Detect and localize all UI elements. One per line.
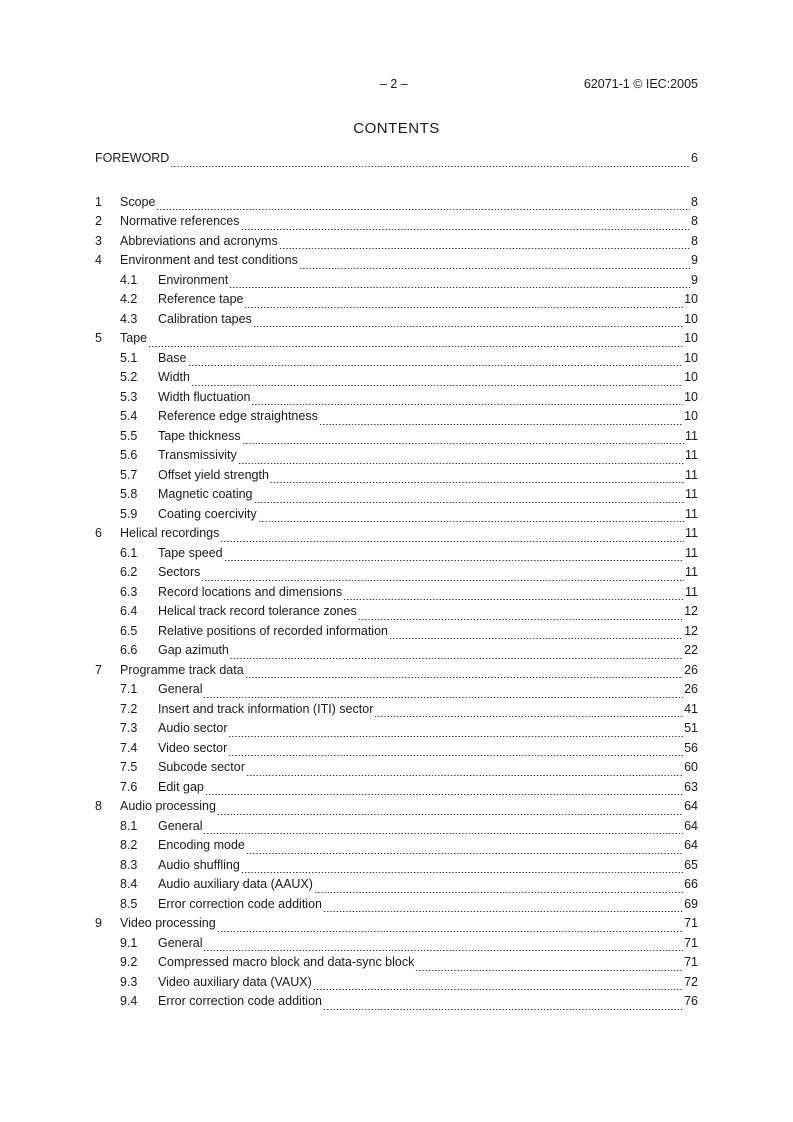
- toc-entry-number: 6.3: [120, 584, 138, 599]
- toc-entry-page: 64: [684, 838, 698, 852]
- toc-entry-number: 4.1: [120, 272, 138, 287]
- toc-entry[interactable]: [95, 897, 698, 917]
- toc-entry[interactable]: [95, 292, 698, 312]
- toc-entry-number: 4.2: [120, 292, 138, 306]
- dot-leader: [203, 697, 683, 698]
- toc-entry-number: 3: [95, 233, 102, 248]
- dot-leader: [251, 404, 683, 405]
- dot-leader: [258, 521, 684, 522]
- toc-entry-title: Helical track record tolerance zones: [158, 604, 357, 618]
- dot-leader: [205, 794, 683, 795]
- toc-entry[interactable]: [95, 331, 698, 351]
- dot-leader: [241, 872, 683, 873]
- toc-entry[interactable]: [95, 955, 698, 975]
- toc-entry-page: 11: [685, 584, 698, 599]
- dot-leader: [415, 970, 683, 971]
- toc-entry[interactable]: [95, 604, 698, 624]
- toc-entry-number: 5.4: [120, 409, 138, 423]
- dot-leader: [323, 1009, 683, 1010]
- toc-entry-page: 64: [684, 818, 698, 833]
- toc-entry-number: 7.5: [120, 760, 138, 774]
- dot-leader: [229, 287, 690, 288]
- dot-leader: [156, 209, 690, 210]
- toc-entry-number: 8.4: [120, 877, 138, 891]
- toc-entry-number: 6.2: [120, 565, 138, 579]
- toc-entry-number: 6.6: [120, 643, 138, 657]
- toc-entry-page: 11: [685, 506, 698, 521]
- toc-entry[interactable]: [95, 702, 698, 722]
- dot-leader: [228, 755, 683, 756]
- toc-entry-number: 9.3: [120, 974, 138, 989]
- toc-entry[interactable]: [95, 448, 698, 468]
- toc-entry[interactable]: [95, 151, 698, 171]
- toc-entry-title: Environment and test conditions: [120, 253, 298, 267]
- toc-entry-number: 7.6: [120, 779, 138, 794]
- dot-leader: [343, 599, 684, 600]
- toc-entry-number: 7.1: [120, 682, 138, 696]
- toc-entry-number: 7.4: [120, 740, 138, 755]
- toc-entry-title: Sectors: [158, 565, 201, 579]
- dot-leader: [170, 166, 690, 167]
- toc-entry[interactable]: [95, 468, 698, 488]
- toc-entry-title: FOREWORD: [95, 151, 170, 165]
- toc-entry-page: 66: [684, 877, 698, 891]
- toc-entry-page: 10: [684, 331, 698, 345]
- toc-entry-title: Width: [158, 370, 190, 384]
- dot-leader: [201, 580, 684, 581]
- toc-entry-page: 10: [684, 389, 698, 404]
- dot-leader: [253, 326, 683, 327]
- toc-entry-title: Encoding mode: [158, 838, 245, 852]
- toc-entry-number: 5.2: [120, 370, 138, 384]
- toc-entry-title: Tape thickness: [158, 428, 241, 443]
- dot-leader: [245, 677, 683, 678]
- toc-entry-page: 72: [684, 974, 698, 989]
- toc-entry-number: 4.3: [120, 311, 138, 326]
- toc-entry-number: 2: [95, 214, 102, 228]
- dot-leader: [217, 814, 683, 815]
- document-reference: 62071-1 © IEC:2005: [583, 77, 698, 91]
- toc-entry-page: 6: [691, 151, 698, 165]
- toc-entry-title: Insert and track information (ITI) sector: [158, 701, 374, 716]
- toc-entry-title: Relative positions of recorded information: [158, 623, 388, 638]
- toc-entry-page: 60: [684, 760, 698, 774]
- toc-entry-page: 11: [685, 545, 698, 560]
- toc-entry-page: 11: [685, 448, 698, 462]
- toc-entry-title: Edit gap: [158, 779, 204, 794]
- toc-entry[interactable]: [95, 994, 698, 1014]
- dot-leader: [313, 989, 683, 990]
- toc-entry[interactable]: [95, 877, 698, 897]
- toc-entry-title: Coating coercivity: [158, 506, 257, 521]
- dot-leader: [230, 658, 683, 659]
- toc-entry[interactable]: [95, 409, 698, 429]
- dot-leader: [217, 931, 683, 932]
- toc-entry[interactable]: [95, 507, 698, 527]
- toc-entry-page: 71: [684, 916, 698, 930]
- toc-entry[interactable]: [95, 819, 698, 839]
- toc-entry[interactable]: [95, 546, 698, 566]
- toc-entry[interactable]: [95, 214, 698, 234]
- toc-entry-title: Calibration tapes: [158, 311, 252, 326]
- toc-entry-number: 6.5: [120, 623, 138, 638]
- toc-entry-title: Base: [158, 350, 187, 365]
- toc-entry-page: 51: [684, 721, 698, 735]
- toc-entry-title: Helical recordings: [120, 526, 220, 540]
- toc-entry-number: 8.5: [120, 896, 138, 911]
- toc-entry-number: 6.1: [120, 545, 138, 560]
- toc-entry-title: Gap azimuth: [158, 643, 229, 657]
- toc-entry-number: 7: [95, 662, 102, 677]
- toc-entry-title: Reference edge straightness: [158, 409, 318, 423]
- toc-entry-number: 5.5: [120, 428, 138, 443]
- toc-entry-title: Video processing: [120, 916, 216, 930]
- toc-entry-title: Subcode sector: [158, 760, 245, 774]
- toc-entry-page: 69: [684, 896, 698, 911]
- toc-entry-page: 9: [691, 272, 698, 287]
- toc-entry-title: Normative references: [120, 214, 240, 228]
- toc-entry-number: 8.2: [120, 838, 138, 852]
- toc-entry-title: Error correction code addition: [158, 994, 322, 1008]
- toc-entry[interactable]: [95, 370, 698, 390]
- dot-leader: [299, 268, 690, 269]
- dot-leader: [358, 619, 683, 620]
- toc-entry-title: Programme track data: [120, 662, 244, 677]
- toc-entry-title: General: [158, 682, 203, 696]
- toc-entry-number: 5.7: [120, 467, 138, 482]
- dot-leader: [191, 385, 683, 386]
- page-title: CONTENTS: [353, 120, 440, 137]
- toc-entry-number: 8: [95, 799, 102, 813]
- toc-entry[interactable]: [95, 273, 698, 293]
- toc-entry[interactable]: [95, 760, 698, 780]
- toc-entry-number: 9.1: [120, 935, 138, 950]
- dot-leader: [314, 892, 683, 893]
- toc-entry-page: 12: [684, 604, 698, 618]
- toc-entry[interactable]: [95, 858, 698, 878]
- toc-entry-number: 4: [95, 253, 102, 267]
- toc-entry-title: Compressed macro block and data-sync block: [158, 955, 415, 969]
- dot-leader: [203, 833, 683, 834]
- table-of-contents: [95, 151, 698, 1014]
- toc-entry-number: 5.1: [120, 350, 138, 365]
- toc-entry-page: 11: [685, 526, 698, 540]
- dot-leader: [323, 911, 683, 912]
- toc-entry-page: 8: [691, 194, 698, 209]
- toc-entry[interactable]: [95, 624, 698, 644]
- toc-entry-page: 26: [684, 682, 698, 696]
- toc-entry-page: 76: [684, 994, 698, 1008]
- dot-leader: [254, 502, 685, 503]
- dot-leader: [224, 560, 684, 561]
- toc-entry-page: 71: [684, 935, 698, 950]
- toc-entry-title: Environment: [158, 272, 229, 287]
- toc-entry-title: Video sector: [158, 740, 228, 755]
- toc-entry-page: 8: [691, 233, 698, 248]
- dot-leader: [148, 346, 683, 347]
- toc-entry-number: 5.3: [120, 389, 138, 404]
- toc-entry[interactable]: [95, 936, 698, 956]
- toc-entry[interactable]: [95, 643, 698, 663]
- toc-entry-page: 11: [685, 487, 698, 501]
- toc-entry-number: 8.1: [120, 818, 138, 833]
- toc-entry-page: 10: [684, 370, 698, 384]
- toc-entry-title: Scope: [120, 194, 156, 209]
- toc-entry[interactable]: [95, 526, 698, 546]
- toc-entry-number: 8.3: [120, 857, 138, 872]
- toc-entry-number: 7.3: [120, 721, 138, 735]
- toc-entry-title: Reference tape: [158, 292, 244, 306]
- dot-leader: [246, 853, 683, 854]
- toc-entry-page: 65: [684, 857, 698, 872]
- toc-entry-number: 7.2: [120, 701, 138, 716]
- toc-entry[interactable]: [95, 741, 698, 761]
- toc-entry-page: 11: [685, 428, 698, 443]
- toc-entry[interactable]: [95, 916, 698, 936]
- dot-leader: [319, 424, 683, 425]
- toc-entry[interactable]: [95, 390, 698, 410]
- toc-entry[interactable]: [95, 312, 698, 332]
- toc-entry[interactable]: [95, 975, 698, 995]
- toc-entry-title: Audio auxiliary data (AAUX): [158, 877, 313, 891]
- toc-entry[interactable]: [95, 799, 698, 819]
- toc-entry-page: 71: [684, 955, 698, 969]
- toc-entry[interactable]: [95, 253, 698, 273]
- toc-entry-title: Video auxiliary data (VAUX): [158, 974, 312, 989]
- toc-entry-page: 12: [684, 623, 698, 638]
- toc-entry-title: General: [158, 935, 203, 950]
- toc-entry[interactable]: [95, 682, 698, 702]
- toc-entry-number: 9.4: [120, 994, 138, 1008]
- toc-entry[interactable]: [95, 234, 698, 254]
- toc-entry-page: 9: [691, 253, 698, 267]
- toc-entry[interactable]: [95, 565, 698, 585]
- toc-entry-title: Audio shuffling: [158, 857, 240, 872]
- toc-entry-title: Audio processing: [120, 799, 216, 813]
- dot-leader: [279, 248, 690, 249]
- toc-entry-number: 5.9: [120, 506, 138, 521]
- toc-entry-title: Audio sector: [158, 721, 228, 735]
- toc-entry-number: 5.8: [120, 487, 138, 501]
- toc-entry-number: 5.6: [120, 448, 138, 462]
- page-header: [0, 77, 793, 93]
- toc-entry-page: 64: [684, 799, 698, 813]
- toc-entry-page: 26: [684, 662, 698, 677]
- toc-entry-number: 5: [95, 331, 102, 345]
- toc-entry[interactable]: [95, 351, 698, 371]
- toc-entry-title: Transmissivity: [158, 448, 237, 462]
- dot-leader: [188, 365, 684, 366]
- dot-leader: [228, 736, 683, 737]
- toc-entry-title: Width fluctuation: [158, 389, 251, 404]
- toc-entry-page: 11: [685, 467, 698, 482]
- toc-entry-page: 63: [684, 779, 698, 794]
- toc-entry-title: Record locations and dimensions: [158, 584, 343, 599]
- dot-leader: [220, 541, 684, 542]
- toc-entry-title: Magnetic coating: [158, 487, 253, 501]
- toc-entry-title: General: [158, 818, 203, 833]
- dot-leader: [242, 443, 684, 444]
- toc-entry[interactable]: [95, 721, 698, 741]
- toc-entry-page: 11: [685, 565, 698, 579]
- toc-entry-page: 8: [691, 214, 698, 228]
- toc-entry-page: 10: [684, 311, 698, 326]
- dot-leader: [241, 229, 691, 230]
- toc-entry-number: 6.4: [120, 604, 138, 618]
- toc-entry[interactable]: [95, 780, 698, 800]
- toc-entry-title: Offset yield strength: [158, 467, 269, 482]
- toc-entry[interactable]: [95, 429, 698, 449]
- dot-leader: [238, 463, 684, 464]
- dot-leader: [374, 716, 683, 717]
- toc-entry-number: 1: [95, 194, 102, 209]
- toc-entry-title: Tape speed: [158, 545, 223, 560]
- toc-entry[interactable]: [95, 487, 698, 507]
- toc-entry-number: 9.2: [120, 955, 138, 969]
- toc-entry-page: 41: [684, 701, 698, 716]
- dot-leader: [244, 307, 683, 308]
- toc-entry-page: 56: [684, 740, 698, 755]
- dot-leader: [270, 482, 684, 483]
- toc-entry-title: Tape: [120, 331, 148, 345]
- toc-entry-page: 10: [684, 350, 698, 365]
- dot-leader: [246, 775, 683, 776]
- toc-entry-page: 10: [684, 409, 698, 423]
- toc-entry[interactable]: [95, 195, 698, 215]
- dot-leader: [203, 950, 683, 951]
- toc-entry[interactable]: [95, 663, 698, 683]
- toc-entry[interactable]: [95, 838, 698, 858]
- toc-entry-page: 22: [684, 643, 698, 657]
- toc-entry-number: 6: [95, 526, 102, 540]
- toc-entry-title: Error correction code addition: [158, 896, 322, 911]
- dot-leader: [389, 638, 683, 639]
- toc-entry-page: 10: [684, 292, 698, 306]
- toc-entry-title: Abbreviations and acronyms: [120, 233, 278, 248]
- page-number: – 2 –: [380, 77, 408, 91]
- toc-entry-number: 9: [95, 916, 102, 930]
- toc-entry[interactable]: [95, 585, 698, 605]
